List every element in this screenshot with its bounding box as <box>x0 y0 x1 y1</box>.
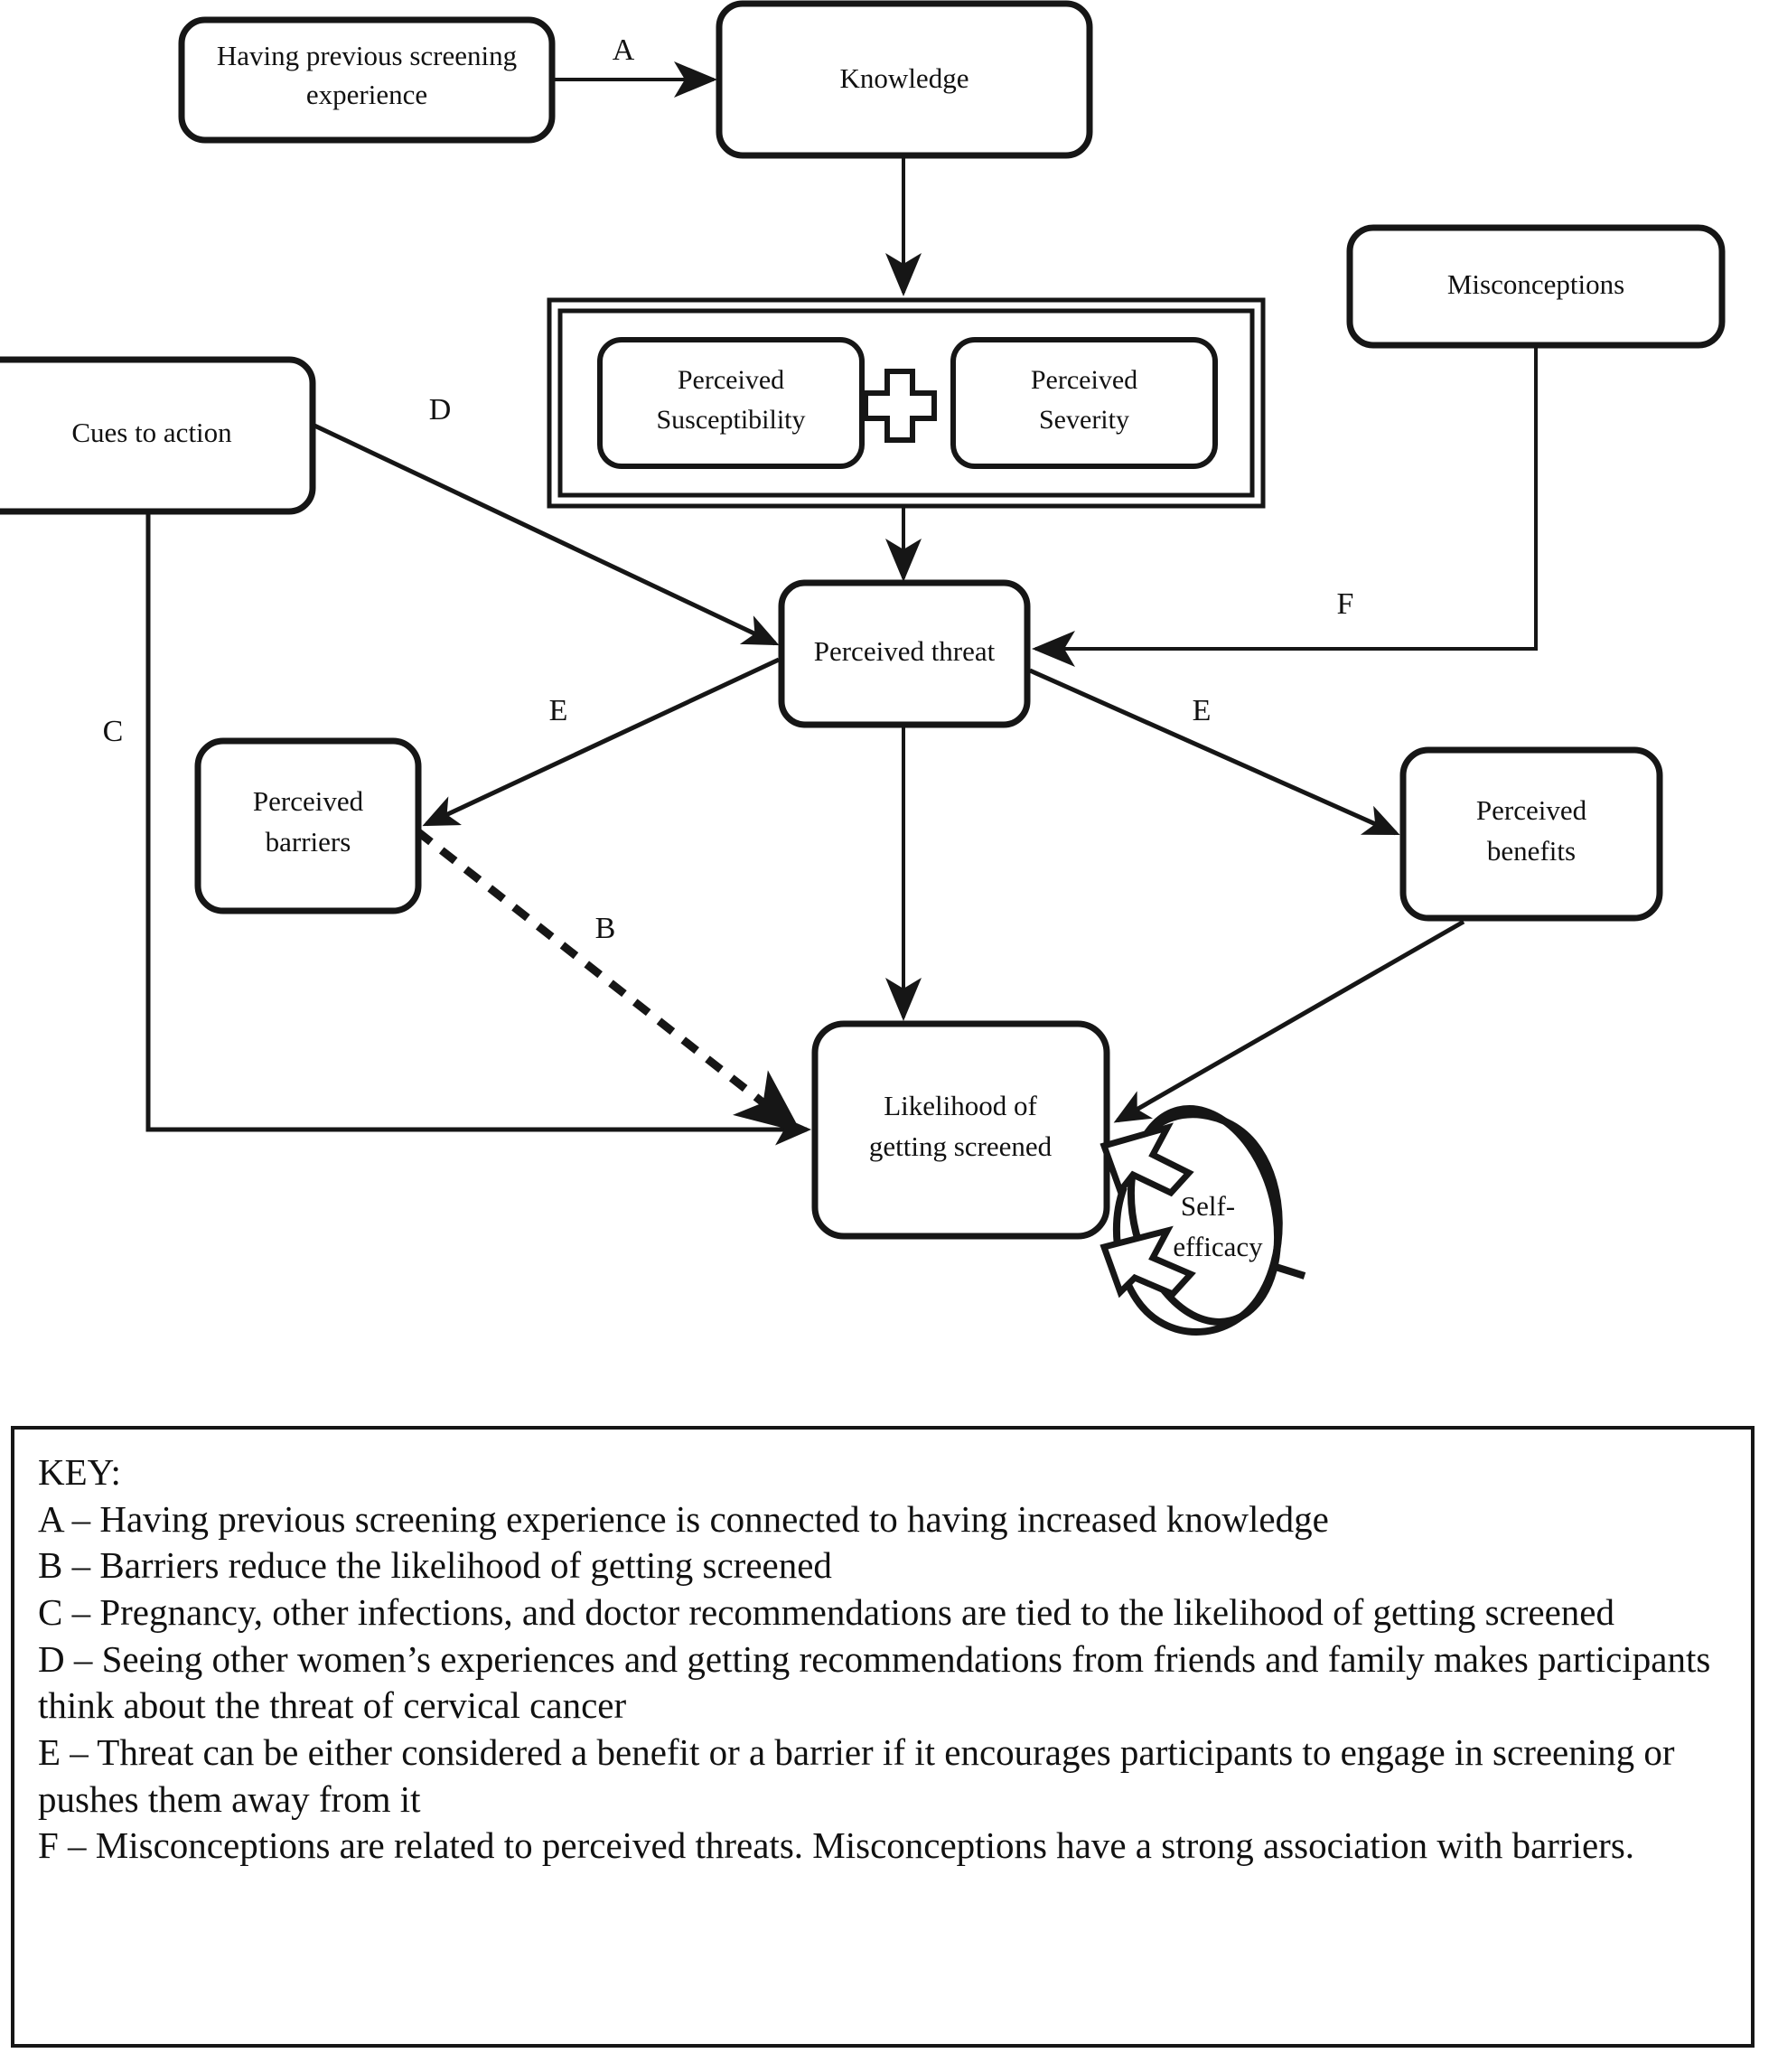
edge-label-d: D <box>428 392 452 427</box>
self-efficacy-ring-tick <box>1276 1267 1305 1276</box>
threat-container <box>549 300 1263 506</box>
key-heading: KEY: <box>38 1451 121 1493</box>
edge-label-e-right: E <box>1192 693 1212 727</box>
edge-b-barriers-to-likelihood <box>417 831 795 1128</box>
node-label-susceptibility-line1: Perceived <box>677 364 785 395</box>
node-label-benefits-line2: benefits <box>1486 835 1577 867</box>
edge-label-a: A <box>612 33 635 67</box>
key-item-a: A – Having previous screening experience is connected to having increased knowledge <box>38 1497 1329 1540</box>
node-label-barriers-line1: Perceived <box>252 785 364 818</box>
node-label-perceived-threat: Perceived threat <box>813 635 996 668</box>
key-item-f: F – Misconceptions are related to perceived threats. Misconceptions have a strong association with barriers. <box>38 1824 1635 1867</box>
node-label-benefits-line1: Perceived <box>1475 794 1587 827</box>
node-cues-to-action[interactable] <box>0 360 313 511</box>
key-item-b: B – Barriers reduce the likelihood of getting screened <box>38 1544 832 1587</box>
node-label-knowledge: Knowledge <box>839 62 969 95</box>
node-label-likelihood-line1: Likelihood of <box>884 1090 1037 1122</box>
key-item-d: D – Seeing other women’s experiences and getting recommendations from friends and family makes participants think about the threat of cervical cancer <box>38 1637 1720 1727</box>
self-efficacy-arrowhead-upper <box>1104 1128 1189 1193</box>
node-label-susceptibility-line2: Susceptibility <box>656 404 806 435</box>
node-label-cues-to-action: Cues to action <box>71 417 232 449</box>
node-perceived-barriers[interactable] <box>198 741 418 911</box>
edge-benefits-to-likelihood <box>1118 922 1464 1120</box>
key-item-e: E – Threat can be either considered a benefit or a barrier if it encourages participants to engage in screening or pushes them away from it <box>38 1730 1684 1820</box>
edge-label-b: B <box>594 911 616 945</box>
edge-label-e-left: E <box>548 693 568 727</box>
node-having-previous-screening-experience[interactable] <box>182 20 552 140</box>
key-legend-box <box>11 1426 1755 2048</box>
edge-e-threat-to-benefits <box>1030 670 1396 833</box>
node-label-misconceptions: Misconceptions <box>1446 268 1625 301</box>
node-label-previous-experience-line2: experience <box>305 79 428 111</box>
node-label-severity-line2: Severity <box>1039 404 1129 435</box>
node-label-self-efficacy-line2: efficacy <box>1173 1231 1263 1263</box>
key-item-c: C – Pregnancy, other infections, and doctor recommendations are tied to the likelihood of getting screened <box>38 1590 1615 1633</box>
node-perceived-severity[interactable] <box>953 340 1215 466</box>
node-knowledge[interactable] <box>719 4 1090 155</box>
node-likelihood-of-getting-screened[interactable] <box>815 1024 1107 1236</box>
node-misconceptions[interactable] <box>1350 228 1722 345</box>
node-label-previous-experience-line1: Having previous screening <box>216 40 518 72</box>
edge-label-f: F <box>1336 586 1354 621</box>
node-label-self-efficacy-line1: Self- <box>1180 1190 1236 1223</box>
node-self-efficacy[interactable] <box>1104 1093 1305 1338</box>
edge-label-c: C <box>102 714 124 748</box>
node-perceived-benefits[interactable] <box>1403 750 1660 918</box>
edge-e-threat-to-barriers <box>426 660 779 824</box>
node-label-barriers-line2: barriers <box>265 826 351 858</box>
node-label-severity-line1: Perceived <box>1030 364 1138 395</box>
node-perceived-threat[interactable] <box>781 583 1027 725</box>
key-legend-content <box>14 1430 1751 1870</box>
node-perceived-susceptibility[interactable] <box>600 340 862 466</box>
node-label-likelihood-line2: getting screened <box>868 1130 1053 1163</box>
